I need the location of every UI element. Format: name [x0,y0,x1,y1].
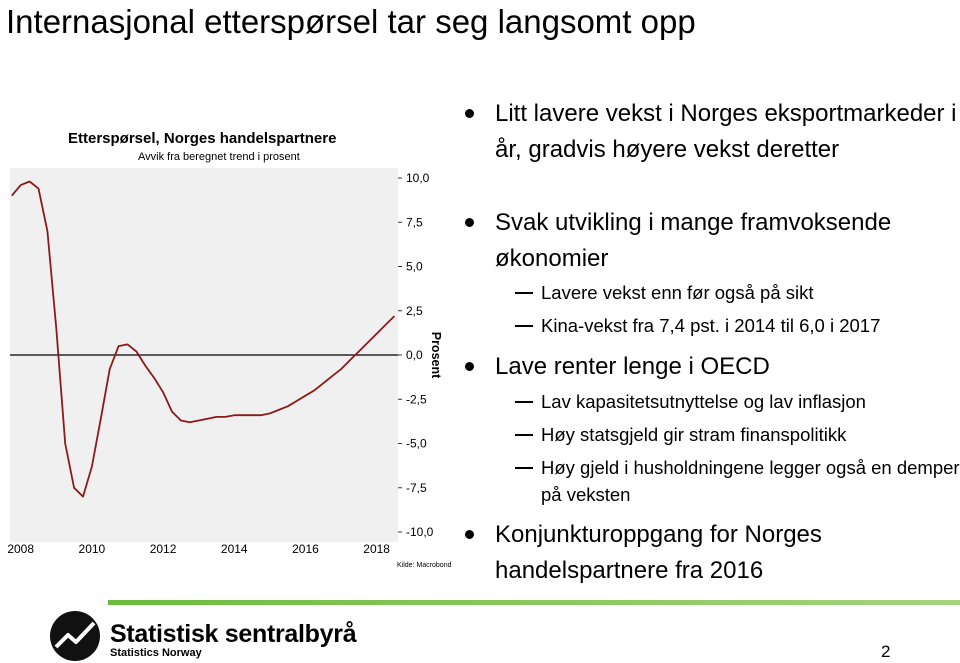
y-tick-label: -2,5 [406,392,427,407]
bullet-text: Konjunkturoppgang for Norges handelspartnere fra 2016 [495,521,822,584]
x-tick-label: 2018 [363,542,390,556]
bullet-text: Litt lavere vekst i Norges eksportmarkeder i år, gradvis høyere vekst deretter [495,100,957,163]
x-tick-label: 2012 [149,542,177,556]
sub-bullet-text: Lavere vekst enn før også på sikt [541,282,814,303]
sub-bullet-text: Kina-vekst fra 7,4 pst. i 2014 til 6,0 i 2017 [541,315,881,336]
y-tick-label: 0,0 [406,348,423,362]
x-tick-label: 2008 [7,542,35,556]
x-tick-label: 2014 [220,542,248,556]
chart-source: Kilde: Macrobond [397,562,452,569]
bullet-dot [465,218,474,227]
y-tick-label: -5,0 [406,436,427,451]
chart-title: Etterspørsel, Norges handelspartnere [68,130,337,147]
chart-subtitle: Avvik fra beregnet trend i prosent [138,151,300,163]
x-tick-label: 2016 [292,542,319,556]
sub-bullet-dash [515,325,533,327]
bullet-text: Lave renter lenge i OECD [495,353,770,380]
slide-title: Internasjonal etterspørsel tar seg langsomt opp [6,3,696,40]
bullet-dot [465,109,474,118]
sub-bullet-dash [515,434,533,436]
y-tick-label: 5,0 [406,259,423,274]
sub-bullet-text: Høy statsgjeld gir stram finanspolitikk [541,424,847,445]
y-tick-label: -7,5 [406,480,427,495]
sub-bullet-dash [515,467,533,469]
x-tick-label: 2010 [78,542,106,556]
y-tick-label: 2,5 [406,303,423,318]
sub-bullet-text: Lav kapasitetsutnyttelse og lav inflasjon [541,391,866,412]
y-tick-label: 7,5 [406,215,423,230]
logo-name: Statistisk sentralbyrå [110,620,357,648]
page-number: 2 [881,642,891,661]
sub-bullet-dash [515,401,533,403]
ssb-logo-icon [48,609,102,663]
sub-bullet-text: Høy gjeld i husholdningene legger også en demper på veksten [541,457,960,505]
footer-accent-line [108,600,960,605]
y-tick-label: -10,0 [406,525,434,539]
bullet-dot [465,530,474,539]
line-chart [0,0,460,590]
bullet-dot [465,362,474,371]
y-axis-label: Prosent [429,331,443,379]
sub-bullet-dash [515,292,533,294]
logo-subtitle: Statistics Norway [110,647,202,659]
y-tick-label: 10,0 [406,171,430,185]
bullet-text: Svak utvikling i mange framvoksende økonomier [495,209,892,272]
